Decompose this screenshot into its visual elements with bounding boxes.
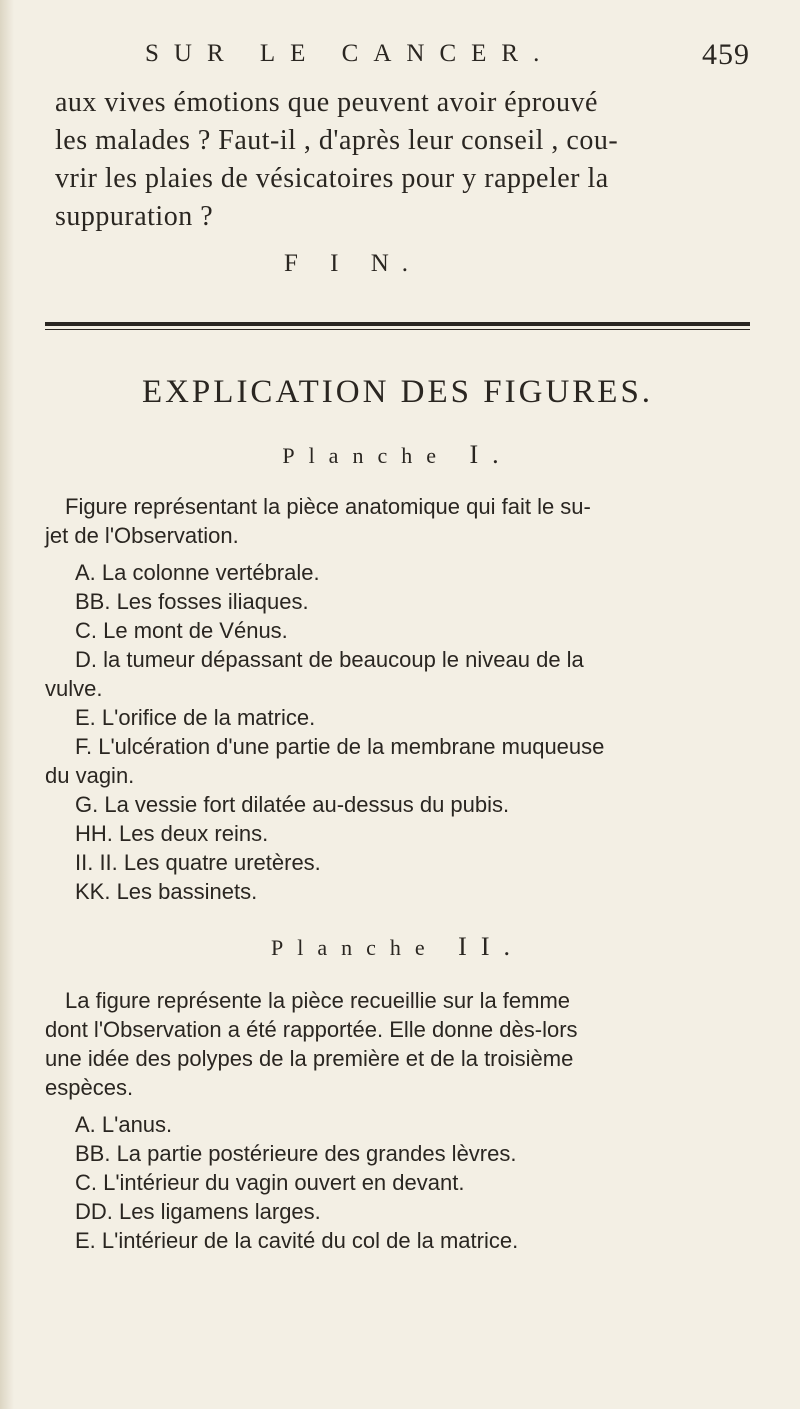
text-line: suppuration ? [55,201,214,232]
page-number: 459 [702,38,750,71]
legend-item: BB. La partie postérieure des grandes lèvres. [75,1141,517,1166]
text-line: aux vives émotions que peuvent avoir éprouvé [55,87,598,118]
plate-1-legend-list [45,558,750,906]
text-line: espèces. [45,1075,134,1100]
text-line: une idée des polypes de la première et de la troisième [45,1046,574,1071]
plate-1-heading [45,440,750,482]
running-head [45,40,750,84]
legend-item: C. L'intérieur du vagin ouvert en devant. [75,1170,465,1195]
text-line: La figure représente la pièce recueillie sur la femme [65,988,571,1013]
section-title: EXPLICATION DES FIGURES. [141,374,654,410]
plate-2-heading-word: Planche [271,935,439,960]
plate-2-heading [45,932,750,974]
text-line: dont l'Observation a été rapportée. Elle donne dès-lors [45,1017,578,1042]
legend-item: DD. Les ligamens larges. [75,1199,321,1224]
legend-item: HH. Les deux reins. [75,821,269,846]
legend-item: A. L'anus. [75,1112,173,1137]
closing-paragraph [55,84,750,236]
plate-2-legend-list [45,1110,750,1255]
plate-1-heading-number: I. [469,440,513,469]
legend-item: KK. Les bassinets. [75,879,258,904]
legend-item: C. Le mont de Vénus. [75,618,288,643]
legend-item: II. II. Les quatre uretères. [75,850,321,875]
text-line: Figure représentant la pièce anatomique qui fait le su- [65,494,591,519]
fin-marker: F I N. [283,250,422,277]
legend-item: E. L'orifice de la matrice. [75,705,316,730]
legend-item: D. la tumeur dépassant de beaucoup le niveau de la vulve. [45,647,584,701]
double-rule-divider [45,322,750,330]
running-head-title: SUR LE CANCER. [145,40,555,67]
plate-1-heading-word: Planche [282,443,450,468]
text-line: vrir les plaies de vésicatoires pour y rappeler la [55,163,609,194]
page-edge-shadow [0,0,14,1409]
text-line: jet de l'Observation. [45,523,239,548]
legend-item: F. L'ulcération d'une partie de la membrane muqueuse du vagin. [45,734,605,788]
text-line: les malades ? Faut-il , d'après leur conseil , cou- [55,125,619,156]
legend-item: A. La colonne vertébrale. [75,560,320,585]
plate-2-heading-number: II. [458,932,524,961]
plate-1-intro [45,492,750,550]
legend-item: E. L'intérieur de la cavité du col de la matrice. [75,1228,519,1253]
legend-item: G. La vessie fort dilatée au-dessus du pubis. [75,792,510,817]
legend-item: BB. Les fosses iliaques. [75,589,309,614]
plate-2-intro [45,986,750,1102]
